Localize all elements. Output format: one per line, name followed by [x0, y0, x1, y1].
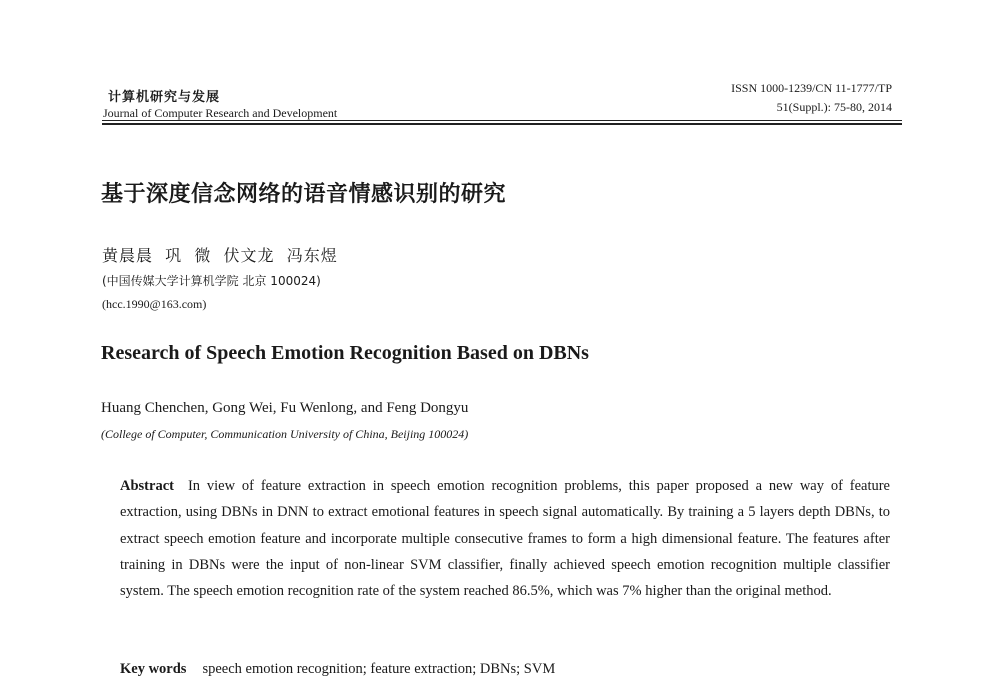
journal-name-en: Journal of Computer Research and Development	[103, 106, 338, 120]
authors-cn: 黄晨晨 巩 微 伏文龙 冯东煜	[102, 246, 338, 265]
abstract-label: Abstract	[120, 478, 174, 494]
keywords	[120, 661, 555, 678]
affiliation-en: (College of Computer, Communication University of China, Beijing 100024)	[101, 427, 469, 441]
header-rule-thick	[102, 123, 902, 125]
author-email: (hcc.1990@163.com)	[102, 297, 207, 311]
volume-pages: 51(Suppl.): 75-80, 2014	[776, 100, 892, 114]
affiliation-cn: (中国传媒大学计算机学院 北京 100024)	[102, 274, 321, 288]
keywords-text: speech emotion recognition; feature extraction; DBNs; SVM	[202, 661, 556, 677]
header-rule-thin	[102, 120, 902, 121]
abstract-text: In view of feature extraction in speech emotion recognition problems, this paper proposed a new way of feature extraction, using DBNs in DNN to extract emotional features in speech signal automatically. By training a 5 layers depth DBNs, to extract speech emotion feature and incorporate multiple consecutive frames to form a high dimensional feature. The features after training in DBNs were the input of non-linear SVM classifier, finally achieved speech emotion recognition multiple classifier system. The speech emotion recognition rate of the system reached 86.5%, which was 7% higher than the original method.	[120, 478, 890, 600]
title-cn: 基于深度信念网络的语音情感识别的研究	[101, 182, 507, 207]
abstract	[120, 473, 890, 604]
issn-line: ISSN 1000-1239/CN 11-1777/TP	[731, 81, 892, 95]
journal-name-cn: 计算机研究与发展	[108, 90, 221, 105]
keywords-label: Key words	[120, 661, 187, 677]
title-en: Research of Speech Emotion Recognition Based on DBNs	[101, 342, 589, 364]
authors-en: Huang Chenchen, Gong Wei, Fu Wenlong, and Feng Dongyu	[101, 400, 469, 416]
